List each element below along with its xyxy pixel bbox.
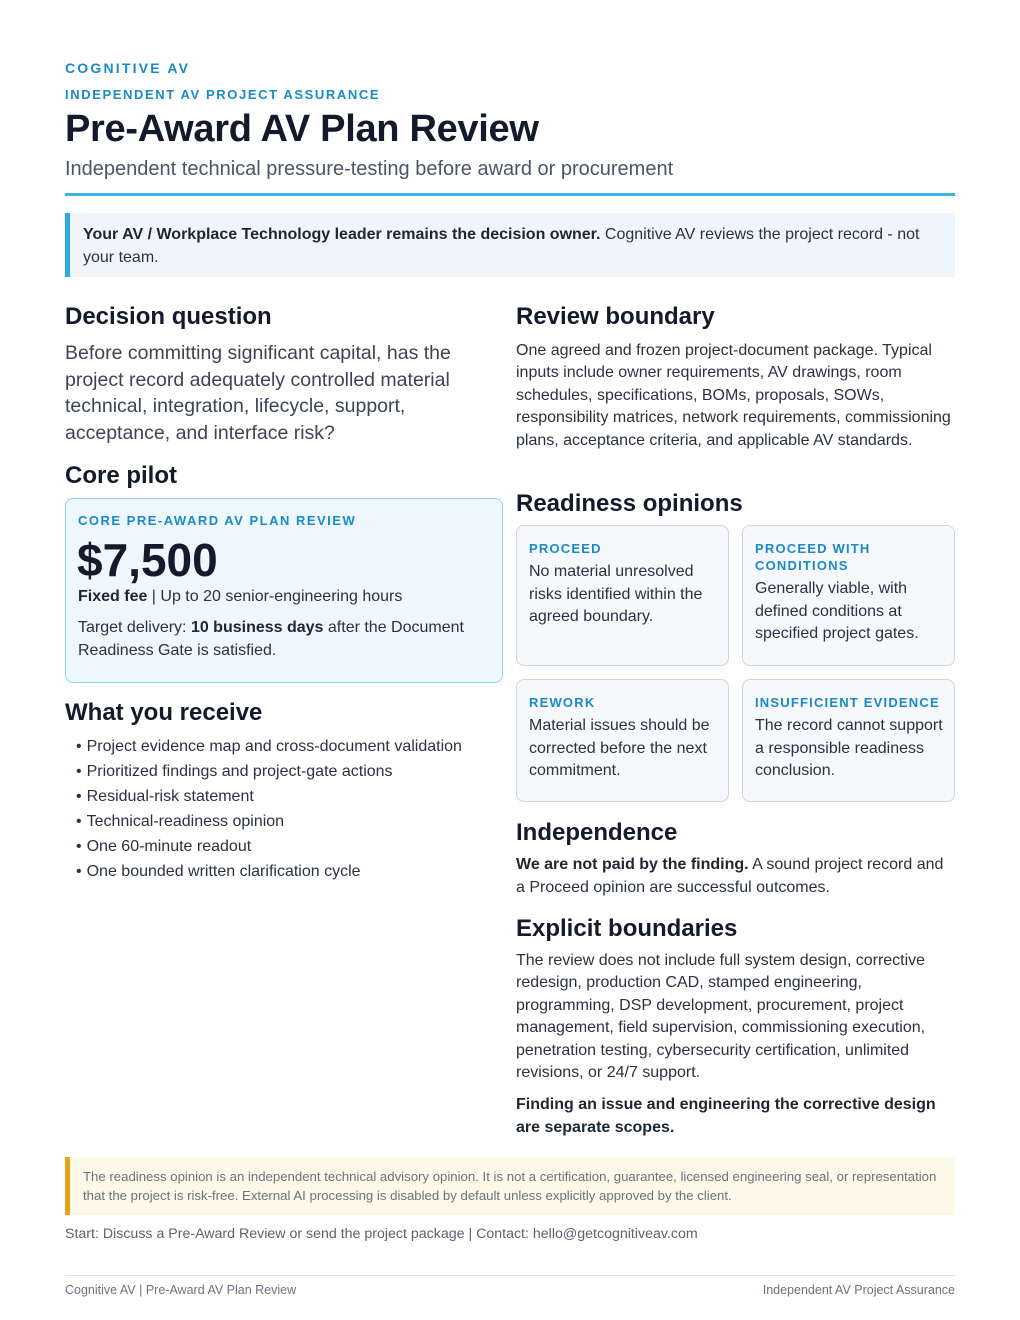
- kicker: INDEPENDENT AV PROJECT ASSURANCE: [65, 87, 381, 102]
- list-item: • Residual-risk statement: [76, 784, 462, 809]
- pilot-label: CORE PRE-AWARD AV PLAN REVIEW: [78, 513, 357, 528]
- list-item: • Technical-readiness opinion: [76, 809, 462, 834]
- independence-bold: We are not paid by the finding.: [516, 856, 749, 873]
- opinion-label: INSUFFICIENT EVIDENCE: [755, 695, 940, 710]
- delivery-prefix: Target delivery:: [78, 619, 191, 636]
- opinion-card-proceed-with-conditions: [742, 525, 955, 666]
- core-pilot-heading: Core pilot: [65, 462, 177, 489]
- title-divider: [65, 193, 955, 196]
- footer-left: Cognitive AV | Pre-Award AV Plan Review: [65, 1283, 297, 1297]
- independence-body: A sound project record and a Proceed opinion are successful outcomes.: [516, 856, 944, 896]
- disclaimer-callout: The readiness opinion is an independent technical advisory opinion. It is not a certification, guarantee, licensed engineering seal, or representation that the project is risk-free. External AI processing is disabled by default unless explicitly approved by the client.: [65, 1157, 955, 1215]
- pilot-price: $7,500: [77, 534, 218, 586]
- opinion-label: PROCEED: [529, 541, 602, 556]
- opinion-text: The record cannot support a responsible readiness conclusion.: [755, 717, 943, 779]
- opinion-label: PROCEED WITH CONDITIONS: [755, 541, 871, 573]
- opinion-card-insufficient-evidence: [742, 679, 955, 802]
- independence-text: [516, 854, 955, 899]
- page-title: Pre-Award AV Plan Review: [65, 108, 539, 150]
- separate-scopes-note: Finding an issue and engineering the corrective design are separate scopes.: [516, 1096, 936, 1136]
- pilot-delivery: [78, 617, 498, 662]
- delivery-days: 10 business days: [190, 619, 324, 636]
- opinion-card-proceed: [516, 525, 729, 666]
- decision-question: Before committing significant capital, has the project record adequately controlled material technical, integration, lifecycle, support, acceptance, and interface risk?: [65, 342, 451, 444]
- pilot-fee: [78, 588, 402, 606]
- decision-heading: Decision question: [65, 303, 272, 330]
- review-boundary-heading: Review boundary: [516, 303, 715, 330]
- contact-line: Start: Discuss a Pre-Award Review or send the project package | Contact: hello@getcognitiveav.com: [65, 1226, 698, 1242]
- explicit-boundaries-text: The review does not include full system design, corrective redesign, production CAD, stamped engineering, programming, DSP development, procurement, project management, field supervision, commissioning execution, penetration testing, cybersecurity certification, unlimited revisions, or 24/7 support.: [516, 952, 926, 1082]
- callout-bold-text: Your AV / Workplace Technology leader remains the decision owner.: [83, 226, 601, 243]
- list-item: • Prioritized findings and project-gate actions: [76, 759, 462, 784]
- list-item: • One 60-minute readout: [76, 834, 462, 859]
- readiness-opinions-heading: Readiness opinions: [516, 490, 743, 517]
- document-page: [65, 0, 955, 1320]
- decision-owner-callout: [65, 213, 955, 277]
- review-boundary-text: One agreed and frozen project-document package. Typical inputs include owner requirements, AV drawings, room schedules, specifications, BOMs, proposals, SOWs, responsibility matrices, network requirements, commissioning plans, acceptance criteria, and applicable AV standards.: [516, 342, 951, 449]
- footer-right: Independent AV Project Assurance: [762, 1283, 955, 1297]
- pilot-fee-bold: Fixed fee: [78, 588, 148, 605]
- pilot-fee-text: | Up to 20 senior-engineering hours: [147, 588, 403, 605]
- opinion-text: Generally viable, with defined conditions at specified project gates.: [755, 580, 919, 642]
- independence-heading: Independence: [516, 819, 678, 846]
- explicit-boundaries-heading: Explicit boundaries: [516, 915, 738, 942]
- footer-divider: [65, 1275, 955, 1276]
- opinion-text: Material issues should be corrected before the next commitment.: [529, 717, 710, 779]
- delivery-suffix: after the Document Readiness Gate is satisfied.: [78, 619, 464, 659]
- opinion-text: No material unresolved risks identified within the agreed boundary.: [529, 563, 703, 625]
- what-you-receive-heading: What you receive: [65, 699, 263, 726]
- callout-text: Cognitive AV reviews the project record - not your team.: [83, 226, 920, 266]
- brand-name: COGNITIVE AV: [65, 60, 191, 76]
- page-subtitle: Independent technical pressure-testing before award or procurement: [65, 158, 674, 180]
- deliverables-list: [76, 734, 462, 884]
- opinion-card-rework: [516, 679, 729, 802]
- core-pilot-card: [65, 498, 503, 683]
- list-item: • Project evidence map and cross-document validation: [76, 734, 462, 759]
- list-item: • One bounded written clarification cycle: [76, 859, 462, 884]
- opinion-label: REWORK: [529, 695, 596, 710]
